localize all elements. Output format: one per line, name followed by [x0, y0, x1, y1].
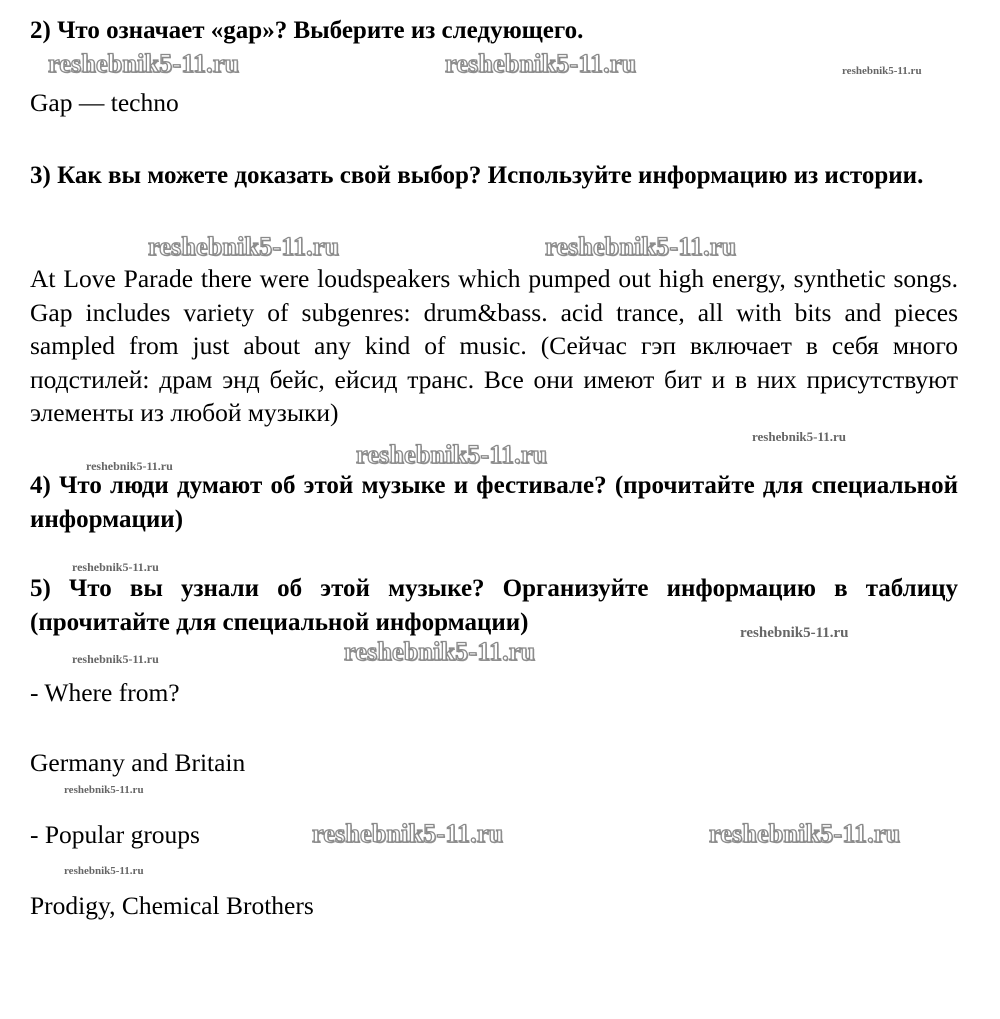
watermark: reshebnik5-11.ru	[709, 819, 901, 848]
answer-2: Gap — techno	[30, 88, 179, 117]
item-label-where-from: - Where from?	[30, 678, 180, 707]
watermark: reshebnik5-11.ru	[72, 560, 159, 574]
question-2: 2) Что означает «gap»? Выберите из следующего.	[30, 17, 584, 44]
watermark: reshebnik5-11.ru	[72, 652, 159, 666]
watermark: reshebnik5-11.ru	[48, 49, 240, 78]
watermark: reshebnik5-11.ru	[64, 865, 144, 877]
question-5: 5) Что вы узнали об этой музыке? Организуйте информацию в таблицу (прочитайте для специальной информации)	[30, 575, 958, 636]
watermark: reshebnik5-11.ru	[545, 232, 737, 261]
question-4: 4) Что люди думают об этой музыке и фестивале? (прочитайте для специальной информации)	[30, 472, 958, 533]
watermark: reshebnik5-11.ru	[356, 440, 548, 469]
item-value-popular-groups: Prodigy, Chemical Brothers	[30, 891, 314, 920]
watermark: reshebnik5-11.ru	[148, 232, 340, 261]
watermark: reshebnik5-11.ru	[740, 625, 849, 641]
watermark: reshebnik5-11.ru	[842, 65, 922, 77]
watermark: reshebnik5-11.ru	[445, 49, 637, 78]
watermark: reshebnik5-11.ru	[752, 429, 847, 444]
watermark: reshebnik5-11.ru	[86, 459, 173, 473]
question-3: 3) Как вы можете доказать свой выбор? Используйте информацию из истории.	[30, 162, 924, 189]
watermark: reshebnik5-11.ru	[64, 784, 144, 796]
watermark: reshebnik5-11.ru	[344, 637, 536, 666]
item-value-where-from: Germany and Britain	[30, 748, 246, 777]
item-label-popular-groups: - Popular groups	[30, 820, 200, 849]
watermark: reshebnik5-11.ru	[312, 819, 504, 848]
answer-3: At Love Parade there were loudspeakers which pumped out high energy, synthetic songs. Gap includes variety of subgenres: drum&bass. acid trance, all with bits and pieces sampled from just about any kind of music. (Сейчас гэп включает в себя много подстилей: драм энд бейс, ейсид транс. Все они имеют бит и в них присутствуют элементы из любой музыки)	[30, 264, 958, 427]
